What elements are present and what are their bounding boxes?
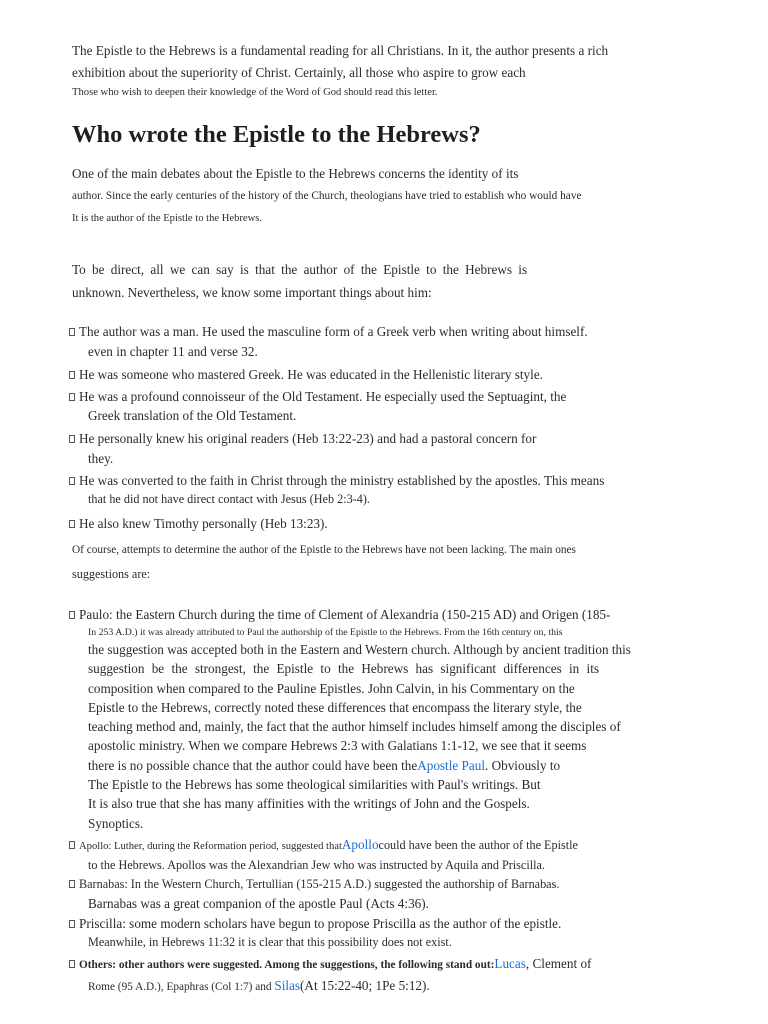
list-item-continuation: composition when compared to the Pauline Epistles. John Calvin, in his Commentary on the — [88, 680, 575, 696]
list-item-continuation: suggestion be the strongest, the Epistle to the Hebrews has significant differences in its — [88, 661, 600, 677]
intro-line: Those who wish to deepen their knowledge of the Word of God should read this letter. — [72, 87, 438, 98]
list-item-text: He was a profound connoisseur of the Old Testament. He especially used the Septuagint, the — [79, 389, 567, 404]
apollo-link[interactable]: Apollo — [341, 836, 379, 852]
direct-line: To be direct, all we can say is that the author of the Epistle to the Hebrews is — [72, 262, 528, 277]
list-item-text: Paulo: the Eastern Church during the time of Clement of Alexandria (150-215 AD) and Origen (185- — [79, 607, 611, 622]
debate-line: One of the main debates about the Epistle to the Hebrews concerns the identity of its — [72, 166, 519, 181]
debate-line: It is the author of the Epistle to the Hebrews. — [72, 213, 263, 224]
list-item-apollo — [69, 834, 643, 874]
list-item-text: He was someone who mastered Greek. He was educated in the Hellenistic literary style. — [79, 367, 543, 382]
checkbox-bullet-icon — [69, 371, 75, 379]
list-item-text: He personally knew his original readers (Heb 13:22-23) and had a pastoral concern for — [79, 431, 537, 446]
list-item — [69, 429, 604, 469]
list-item-continuation: apostolic ministry. When we compare Hebrews 2:3 with Galatians 1:1-12, we see that it seems — [88, 738, 587, 754]
list-item-text: Others: other authors were suggested. Among the suggestions, the following stand out: — [79, 958, 495, 971]
intro-line: exhibition about the superiority of Christ. Certainly, all those who aspire to grow each — [72, 65, 526, 80]
list-item-text: Rome (95 A.D.), Epaphras (Col 1:7) and — [88, 980, 275, 993]
list-item-continuation: to the Hebrews. Apollos was the Alexandrian Jew who was instructed by Aquila and Priscilla. — [88, 857, 545, 872]
list-item — [69, 514, 604, 534]
attempts-line: Of course, attempts to determine the author of the Epistle to the Hebrews have not been lacking. The main ones — [72, 544, 576, 556]
checkbox-bullet-icon — [69, 880, 75, 888]
list-item-text: , Clement of — [525, 955, 592, 971]
checkbox-bullet-icon — [69, 393, 75, 401]
list-item-text: Apollo: Luther, during the Reformation period, suggested that — [79, 840, 342, 852]
debate-line: author. Since the early centuries of the history of the Church, theologians have tried to establish who would have — [72, 190, 582, 202]
list-item-continuation: In 253 A.D.) it was already attributed to Paul the authorship of the Epistle to the Hebrews. From the 16th century on, this — [88, 627, 563, 638]
direct-paragraph — [72, 258, 527, 304]
checkbox-bullet-icon — [69, 611, 75, 619]
list-item-paulo — [69, 605, 643, 833]
list-item-continuation: teaching method and, mainly, the fact that the author himself includes himself among the disciples of — [88, 719, 621, 735]
silas-link[interactable]: Silas — [274, 977, 301, 993]
list-item-continuation: Meanwhile, in Hebrews 11:32 it is clear that this possibility does not exist. — [88, 934, 452, 949]
apostle-paul-link[interactable]: Apostle Paul — [417, 757, 485, 773]
checkbox-bullet-icon — [69, 960, 75, 968]
checkbox-bullet-icon — [69, 477, 75, 485]
list-item-text: could have been the author of the Epistle — [378, 837, 578, 852]
page-title: Who wrote the Epistle to the Hebrews? — [72, 121, 481, 148]
list-item-continuation: that he did not have direct contact with Jesus (Heb 2:3-4). — [88, 492, 370, 506]
list-item-continuation: the suggestion was accepted both in the Eastern and Western church. Although by ancient tradition this — [88, 642, 631, 657]
list-item-text: . Obviously to — [485, 757, 561, 773]
list-item-text: He also knew Timothy personally (Heb 13:23). — [79, 516, 328, 531]
intro-line: The Epistle to the Hebrews is a fundamental reading for all Christians. In it, the author presents a rich — [72, 43, 609, 58]
list-item-continuation: It is also true that she has many affinities with the writings of John and the Gospels. — [88, 796, 530, 812]
checkbox-bullet-icon — [69, 328, 75, 336]
list-item — [69, 365, 604, 385]
checkbox-bullet-icon — [69, 520, 75, 528]
debate-paragraph — [72, 163, 582, 230]
list-item — [69, 387, 604, 425]
list-item-continuation: they. — [88, 451, 114, 466]
attempts-line: suggestions are: — [72, 567, 151, 581]
list-item-text: Priscilla: some modern scholars have begun to propose Priscilla as the author of the epistle. — [79, 915, 562, 931]
lucas-link[interactable]: Lucas — [494, 955, 526, 971]
list-item-text: The author was a man. He used the masculine form of a Greek verb when writing about himself. — [79, 324, 588, 339]
list-item-text: Barnabas: In the Western Church, Tertullian (155-215 A.D.) suggested the authorship of Barnabas. — [79, 876, 560, 891]
checkbox-bullet-icon — [69, 841, 75, 849]
attempts-paragraph — [72, 538, 576, 586]
list-item-continuation: Greek translation of the Old Testament. — [88, 408, 297, 423]
traits-list — [69, 322, 604, 534]
list-item-continuation: Barnabas was a great companion of the apostle Paul (Acts 4:36). — [88, 895, 429, 911]
list-item-continuation: The Epistle to the Hebrews has some theological similarities with Paul's writings. But — [88, 777, 541, 793]
list-item-text: He was converted to the faith in Christ through the ministry established by the apostles. This means — [79, 473, 605, 488]
list-item-barnabas — [69, 875, 643, 913]
list-item-others — [69, 953, 643, 997]
intro-paragraph — [72, 40, 608, 102]
list-item-priscilla — [69, 914, 643, 952]
list-item-continuation: Synoptics. — [88, 815, 144, 831]
checkbox-bullet-icon — [69, 435, 75, 443]
checkbox-bullet-icon — [69, 920, 75, 928]
list-item-continuation: even in chapter 11 and verse 32. — [88, 344, 258, 359]
list-item — [69, 322, 604, 362]
list-item-text: there is no possible chance that the author could have been the — [88, 757, 418, 773]
suggestions-list — [69, 605, 643, 997]
list-item — [69, 471, 604, 508]
list-item-text: (At 15:22-40; 1Pe 5:12). — [300, 977, 430, 993]
list-item-continuation: Epistle to the Hebrews, correctly noted these differences that encompass the literary style, the — [88, 699, 582, 715]
direct-line: unknown. Nevertheless, we know some important things about him: — [72, 285, 432, 300]
